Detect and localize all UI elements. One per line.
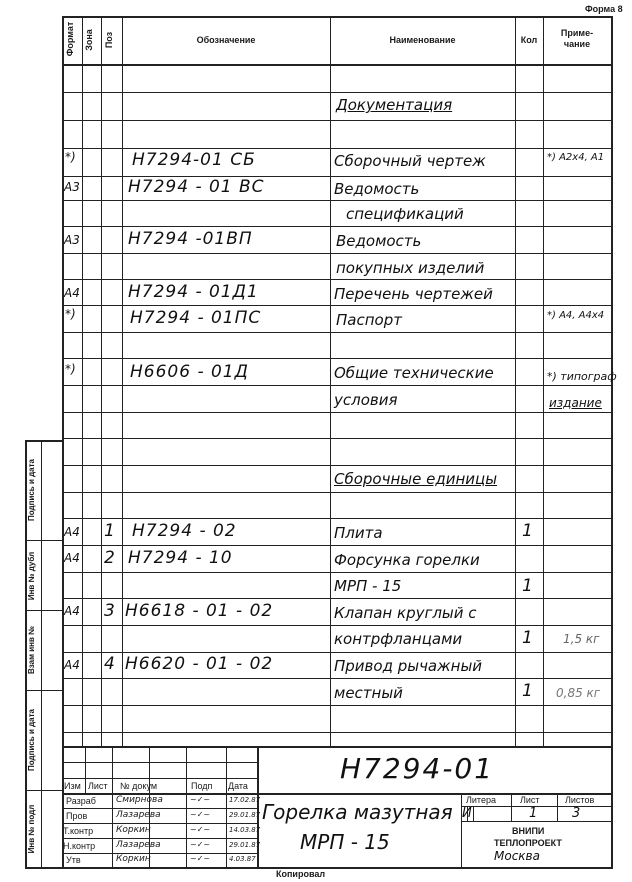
tb-signature: ~✓~ [190,795,211,804]
tb-sheet-label: Лист [520,795,540,805]
asm-row-note: 1,5 кг [563,632,600,646]
tb-product-model: МРП - 15 [300,830,390,854]
tb-sheet-value: 1 [529,806,538,821]
doc-row-designation: Н7294 - 01ПС [130,308,262,328]
header-note-line2: чание [563,39,591,49]
copied-label: Копировал [276,869,326,879]
doc-row-name: Перечень чертежей [334,285,493,303]
doc-row-name-cont: условия [334,391,398,409]
tb-signature: ~✓~ [190,825,211,834]
doc-row-name: Сборочный чертеж [334,152,486,170]
header-zone: Зона [84,29,94,51]
asm-row-designation: Н6618 - 01 - 02 [125,601,274,621]
doc-row-format: *) [65,307,76,321]
doc-row-note: *) А4, А4х4 [547,310,605,321]
tb-signature: ~✓~ [190,854,211,863]
doc-row-name: Ведомость [336,232,422,250]
header-name: Наименование [389,35,456,45]
tb-col-date: Дата [228,781,248,791]
tb-org-2: ТЕПЛОПРОЕКТ [494,838,562,848]
asm-row-pos: 3 [104,601,116,621]
doc-row-designation: Н7294 - 01 ВС [128,177,265,197]
tb-date: 29.01.87 [229,841,261,849]
doc-row-note-cont: издание [549,396,602,410]
doc-row-name-cont: спецификаций [346,205,464,223]
asm-row-qty: 1 [522,521,534,541]
side-inv-podl: Инв № подл [27,804,36,854]
tb-signature: ~✓~ [190,840,211,849]
header-designation: Обозначение [196,35,256,45]
doc-row-name: Общие технические [334,364,494,382]
asm-row-qty: 1 [522,576,534,596]
tb-litera-label: Литера [466,795,496,805]
doc-row-note: *) типограф [547,370,617,383]
asm-row-pos: 1 [104,521,116,541]
tb-person: Смирнова [116,795,163,805]
asm-row-name-cont: МРП - 15 [334,577,402,595]
tb-role: Н.контр [63,841,96,851]
side-sign-date-1: Подпись и дата [27,459,36,521]
asm-row-format: А4 [64,658,80,672]
asm-row-name: Клапан круглый с [334,604,477,622]
header-note-line1: Приме- [560,28,594,38]
tb-col-doc: № докум [120,781,158,791]
tb-signature: ~✓~ [190,810,211,819]
side-sign-date-2: Подпись и дата [27,709,36,771]
doc-row-format: А3 [64,180,80,194]
section-documentation: Документация [336,96,453,114]
tb-date: 17.02.87 [229,796,261,804]
doc-row-designation: Н7294 - 01Д1 [128,282,259,302]
tb-person: Коркин [116,825,151,835]
asm-row-name-cont: контрфланцами [334,630,463,648]
asm-row-name: Привод рычажный [334,657,483,675]
asm-row-designation: Н7294 - 02 [132,521,237,541]
tb-date: 4.03.87 [229,855,256,863]
asm-row-name: Плита [334,524,383,542]
tb-product-name: Горелка мазутная [262,800,453,824]
asm-row-name-cont: местный [334,684,403,702]
section-assemblies: Сборочные единицы [334,470,498,488]
header-pos: Поз [104,31,114,49]
side-inv-dubl: Инв № дубл [27,551,36,601]
doc-row-format: *) [65,150,76,164]
tb-sheets-label: Листов [565,795,595,805]
asm-row-format: А4 [64,525,80,539]
tb-col-izm: Изм [64,781,81,791]
asm-row-qty: 1 [522,681,534,701]
doc-row-format: *) [65,362,76,376]
header-note [543,28,611,50]
asm-row-qty: 1 [522,628,534,648]
doc-row-designation: Н7294-01 СБ [132,150,256,170]
tb-person: Лазарева [116,840,161,850]
tb-role: Разраб [66,796,96,806]
tb-col-list: Лист [88,781,108,791]
tb-litera-value: И [462,806,472,821]
asm-row-pos: 2 [104,548,116,568]
asm-row-format: А4 [64,551,80,565]
asm-row-designation: Н6620 - 01 - 02 [125,654,274,674]
tb-role: Пров [66,811,88,821]
tb-person: Лазарева [116,810,161,820]
asm-row-designation: Н7294 - 10 [128,548,233,568]
side-vzam-inv: Взам инв № [27,625,36,675]
tb-role: Т.контр [63,826,94,836]
doc-row-name: Паспорт [336,311,402,329]
asm-row-pos: 4 [104,654,116,674]
header-format: Формат [65,21,75,57]
tb-date: 29.01.87 [229,811,261,819]
doc-row-name-cont: покупных изделий [336,259,485,277]
doc-row-designation: Н7294 -01ВП [128,229,253,249]
tb-role: Утв [66,855,81,865]
form-label: Форма 8 [585,4,623,14]
tb-col-sign: Подп [191,781,213,791]
doc-row-format: А3 [64,233,80,247]
asm-row-note: 0,85 кг [556,686,601,700]
doc-row-name: Ведомость [334,180,420,198]
doc-row-format: А4 [64,286,80,300]
doc-row-designation: Н6606 - 01Д [130,362,249,382]
header-qty: Кол [520,35,538,45]
asm-row-name: Форсунка горелки [334,551,480,569]
tb-org-1: ВНИПИ [512,826,545,836]
asm-row-format: А4 [64,604,80,618]
doc-row-note: *) А2х4, А1 [547,152,605,163]
title-designation: Н7294-01 [340,752,495,785]
tb-date: 14.03.87 [229,826,261,834]
tb-org-3: Москва [494,849,540,863]
tb-sheets-value: 3 [572,806,581,821]
tb-person: Коркин [116,854,151,864]
